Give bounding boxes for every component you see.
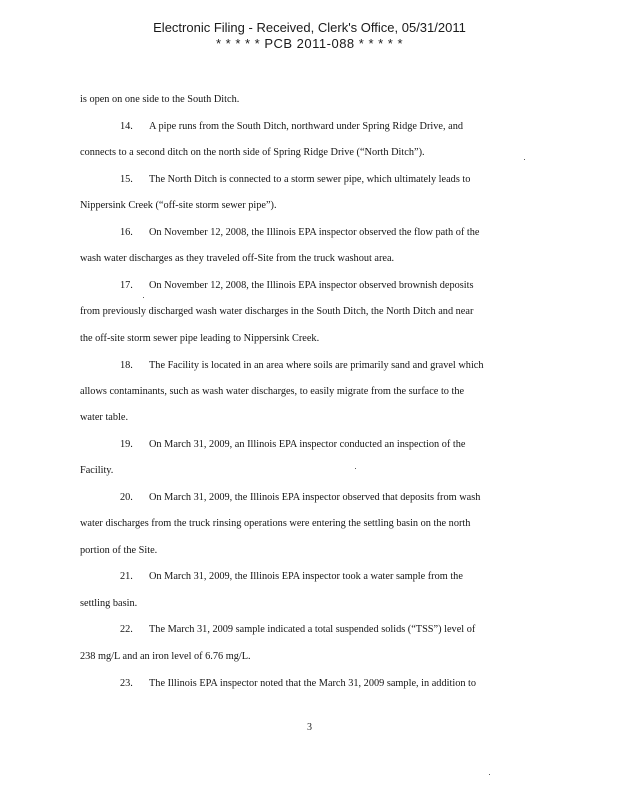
body-line: The Illinois EPA inspector noted that the March 31, 2009 sample, in addition to	[149, 678, 477, 689]
filing-stamp-line-2: * * * * * PCB 2011-088 * * * * *	[215, 36, 404, 51]
paragraph-18-first-line	[120, 352, 484, 379]
scan-speck	[524, 159, 525, 160]
body-line: 238 mg/L and an iron level of 6.76 mg/L.	[80, 651, 251, 662]
paragraph-number: 18.	[120, 360, 133, 371]
paragraph-16-first-line	[120, 219, 480, 246]
body-line: The North Ditch is connected to a storm sewer pipe, which ultimately leads to	[149, 174, 471, 185]
body-line: A pipe runs from the South Ditch, northward under Spring Ridge Drive, and	[149, 121, 464, 132]
paragraph-number: 15.	[120, 174, 133, 185]
body-line: settling basin.	[80, 598, 138, 609]
paragraph-number: 17.	[120, 280, 133, 291]
body-line: On March 31, 2009, the Illinois EPA inspector took a water sample from the	[149, 571, 463, 582]
body-line: portion of the Site.	[80, 545, 158, 556]
scan-speck	[143, 297, 144, 298]
paragraph-21-first-line	[120, 563, 463, 590]
paragraph-17-first-line	[120, 272, 474, 299]
paragraph-23-first-line	[120, 670, 476, 697]
body-line: from previously discharged wash water discharges in the South Ditch, the North Ditch and near	[80, 306, 474, 317]
paragraph-20-first-line	[120, 484, 480, 511]
body-line: On November 12, 2008, the Illinois EPA inspector observed brownish deposits	[149, 280, 474, 291]
paragraph-number: 14.	[120, 121, 133, 132]
body-line: The Facility is located in an area where soils are primarily sand and gravel which	[149, 360, 484, 371]
paragraph-number: 16.	[120, 227, 133, 238]
body-line: water table.	[80, 412, 129, 423]
paragraph-number: 23.	[120, 678, 133, 689]
body-line: Nippersink Creek (“off-site storm sewer pipe”).	[80, 200, 277, 211]
body-line: The March 31, 2009 sample indicated a total suspended solids (“TSS”) level of	[149, 624, 476, 635]
page-number: 3	[307, 722, 312, 733]
paragraph-number: 20.	[120, 492, 133, 503]
body-line: water discharges from the truck rinsing operations were entering the settling basin on the north	[80, 518, 471, 529]
body-line: Facility.	[80, 465, 114, 476]
body-line: allows contaminants, such as wash water discharges, to easily migrate from the surface to the	[80, 386, 465, 397]
paragraph-22-first-line	[120, 616, 475, 643]
body-line: On March 31, 2009, the Illinois EPA inspector observed that deposits from wash	[149, 492, 481, 503]
body-line: wash water discharges as they traveled off-Site from the truck washout area.	[80, 253, 395, 264]
body-line: On March 31, 2009, an Illinois EPA inspector conducted an inspection of the	[149, 439, 466, 450]
scan-speck	[355, 468, 356, 469]
paragraph-14-first-line	[120, 113, 463, 140]
filing-stamp-line-1: Electronic Filing - Received, Clerk's Office, 05/31/2011	[153, 20, 466, 35]
body-line: On November 12, 2008, the Illinois EPA inspector observed the flow path of the	[149, 227, 480, 238]
body-line: connects to a second ditch on the north side of Spring Ridge Drive (“North Ditch”).	[80, 147, 425, 158]
scan-speck	[489, 774, 490, 775]
body-line: the off-site storm sewer pipe leading to Nippersink Creek.	[80, 333, 320, 344]
paragraph-number: 22.	[120, 624, 133, 635]
body-line: is open on one side to the South Ditch.	[80, 94, 240, 105]
paragraph-number: 19.	[120, 439, 133, 450]
paragraph-15-first-line	[120, 166, 470, 193]
paragraph-19-first-line	[120, 431, 465, 458]
paragraph-number: 21.	[120, 571, 133, 582]
